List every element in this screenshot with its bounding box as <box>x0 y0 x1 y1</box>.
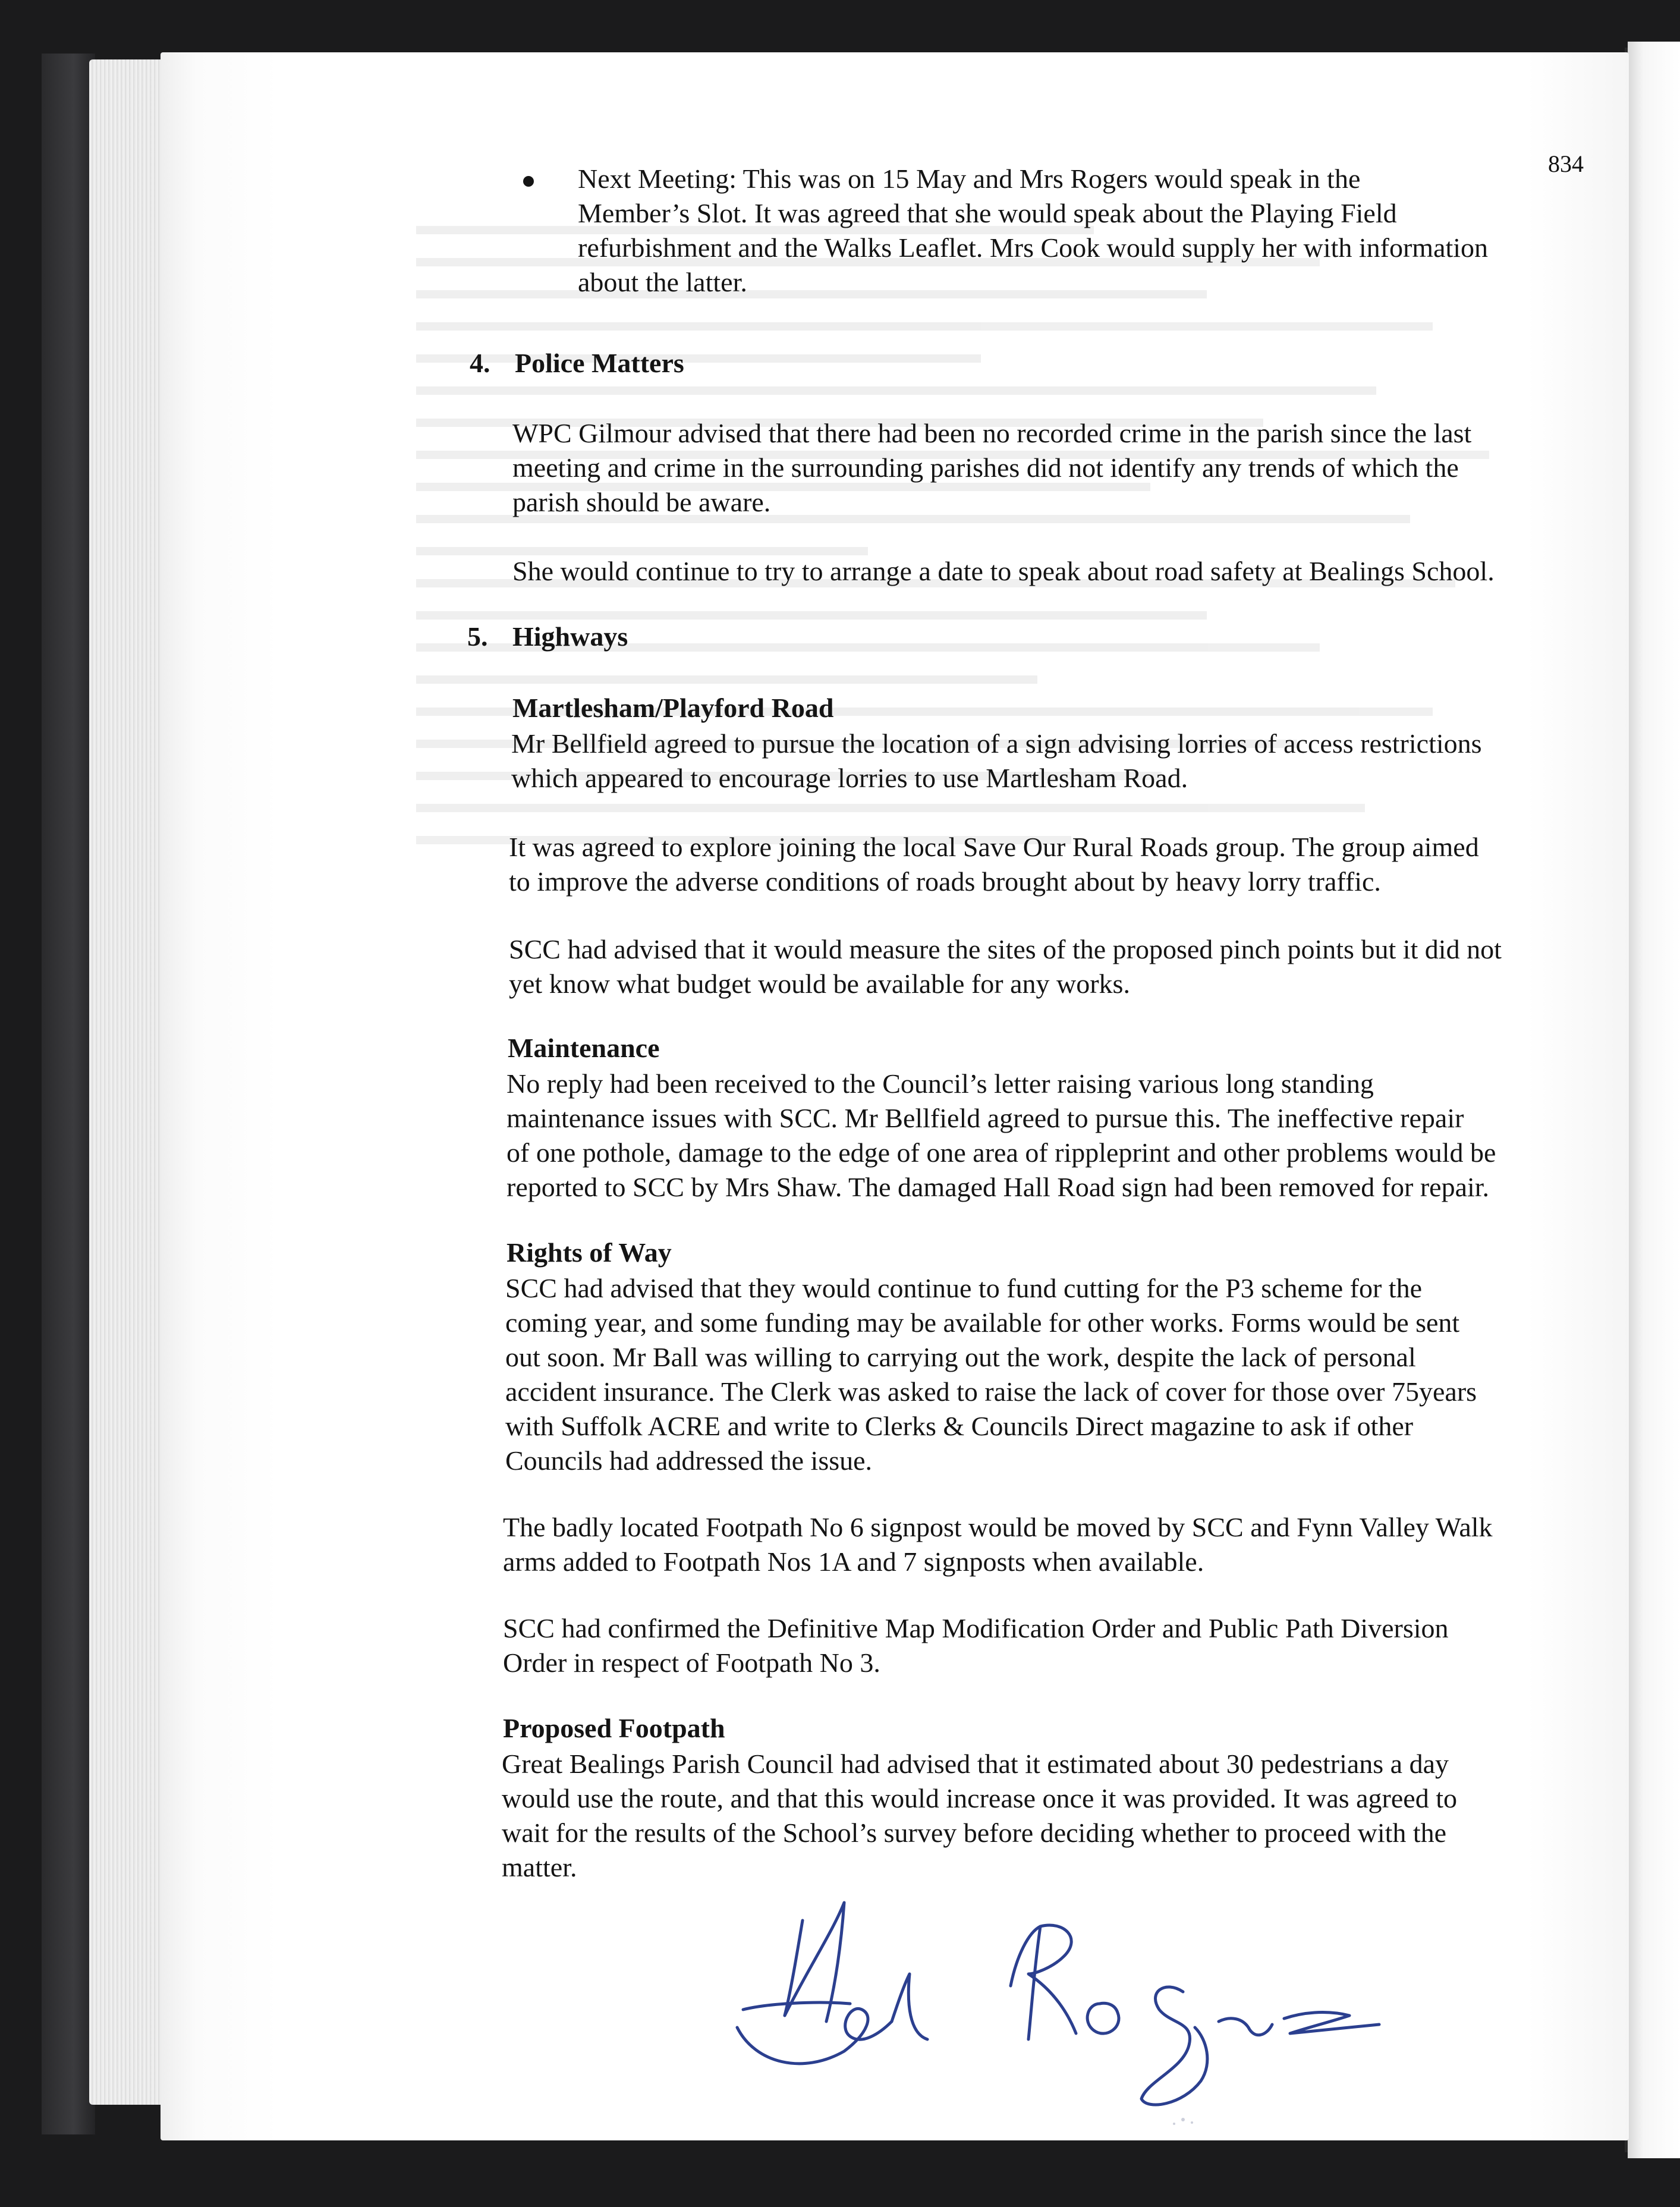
text-line: about the latter. <box>578 267 747 297</box>
text-line: coming year, and some funding may be available for other works. Forms would be sent <box>505 1307 1460 1338</box>
text-line: Great Bealings Parish Council had advised that it estimated about 30 pedestrians a day <box>502 1749 1449 1779</box>
section-heading-police: Police Matters <box>515 348 684 378</box>
text-line: out soon. Mr Ball was willing to carrying out the work, despite the lack of personal <box>505 1342 1416 1372</box>
text-line: parish should be aware. <box>512 487 771 517</box>
text-line: would use the route, and that this would increase once it was provided. It was agreed to <box>502 1783 1457 1813</box>
text-line: yet know what budget would be available for any works. <box>509 969 1130 999</box>
text-line: Mr Bellfield agreed to pursue the location of a sign advising lorries of access restrictions <box>511 728 1482 759</box>
text-line: Member’s Slot. It was agreed that she would speak about the Playing Field <box>578 198 1397 228</box>
martlesham-paragraph-1 <box>511 727 1482 796</box>
text-line: She would continue to try to arrange a date to speak about road safety at Bealings School. <box>512 556 1495 586</box>
text-line: with Suffolk ACRE and write to Clerks & Councils Direct magazine to ask if other <box>505 1411 1414 1441</box>
text-line: meeting and crime in the surrounding parishes did not identify any trends of which the <box>512 452 1459 483</box>
text-line: accident insurance. The Clerk was asked to raise the lack of cover for those over 75years <box>505 1376 1477 1407</box>
rights-of-way-paragraph-2 <box>503 1510 1493 1579</box>
page-number: 834 <box>1548 150 1584 177</box>
text-line: arms added to Footpath Nos 1A and 7 signposts when available. <box>503 1546 1204 1577</box>
maintenance-paragraph <box>506 1067 1496 1205</box>
subheading-maintenance: Maintenance <box>508 1033 660 1063</box>
text-line: No reply had been received to the Council’s letter raising various long standing <box>506 1068 1374 1099</box>
text-line: refurbishment and the Walks Leaflet. Mrs Cook would supply her with information <box>578 232 1489 263</box>
text-line: wait for the results of the School’s survey before deciding whether to proceed with the <box>502 1818 1447 1848</box>
text-line: SCC had confirmed the Definitive Map Modification Order and Public Path Diversion <box>503 1613 1449 1643</box>
martlesham-paragraph-2 <box>509 830 1479 899</box>
section-number: 5. <box>467 621 488 652</box>
text-line: Order in respect of Footpath No 3. <box>503 1648 880 1678</box>
text-line: SCC had advised that they would continue to fund cutting for the P3 scheme for the <box>505 1273 1422 1303</box>
police-paragraph-1 <box>512 416 1471 520</box>
proposed-footpath-paragraph <box>502 1747 1457 1885</box>
text-line: It was agreed to explore joining the local Save Our Rural Roads group. The group aimed <box>509 832 1479 862</box>
next-meeting-bullet <box>578 162 1488 300</box>
text-line: WPC Gilmour advised that there had been no recorded crime in the parish since the last <box>512 418 1472 448</box>
text-line: reported to SCC by Mrs Shaw. The damaged Hall Road sign had been removed for repair. <box>506 1172 1490 1202</box>
section-number: 4. <box>470 348 490 378</box>
bullet-icon <box>523 176 534 187</box>
text-line: of one pothole, damage to the edge of one area of rippleprint and other problems would be <box>506 1137 1496 1168</box>
text-line: to improve the adverse conditions of roads brought about by heavy lorry traffic. <box>509 866 1381 897</box>
subheading-martlesham: Martlesham/Playford Road <box>512 693 834 723</box>
rights-of-way-paragraph-3 <box>503 1611 1449 1680</box>
martlesham-paragraph-3 <box>509 932 1502 1001</box>
section-heading-highways: Highways <box>512 621 628 652</box>
handwritten-signature <box>731 1885 1397 2134</box>
text-line: matter. <box>502 1852 577 1882</box>
rights-of-way-paragraph-1 <box>505 1271 1477 1478</box>
text-line: Next Meeting: This was on 15 May and Mrs Rogers would speak in the <box>578 164 1361 194</box>
text-line: SCC had advised that it would measure the sites of the proposed pinch points but it did not <box>509 934 1502 964</box>
subheading-proposed-footpath: Proposed Footpath <box>503 1713 725 1743</box>
police-paragraph-2 <box>512 554 1495 589</box>
text-line: Councils had addressed the issue. <box>505 1445 873 1476</box>
text-line: The badly located Footpath No 6 signpost would be moved by SCC and Fynn Valley Walk <box>503 1512 1493 1542</box>
subheading-rights-of-way: Rights of Way <box>506 1237 672 1268</box>
text-line: maintenance issues with SCC. Mr Bellfield agreed to pursue this. The ineffective repair <box>506 1103 1464 1133</box>
text-line: which appeared to encourage lorries to use Martlesham Road. <box>511 763 1188 793</box>
